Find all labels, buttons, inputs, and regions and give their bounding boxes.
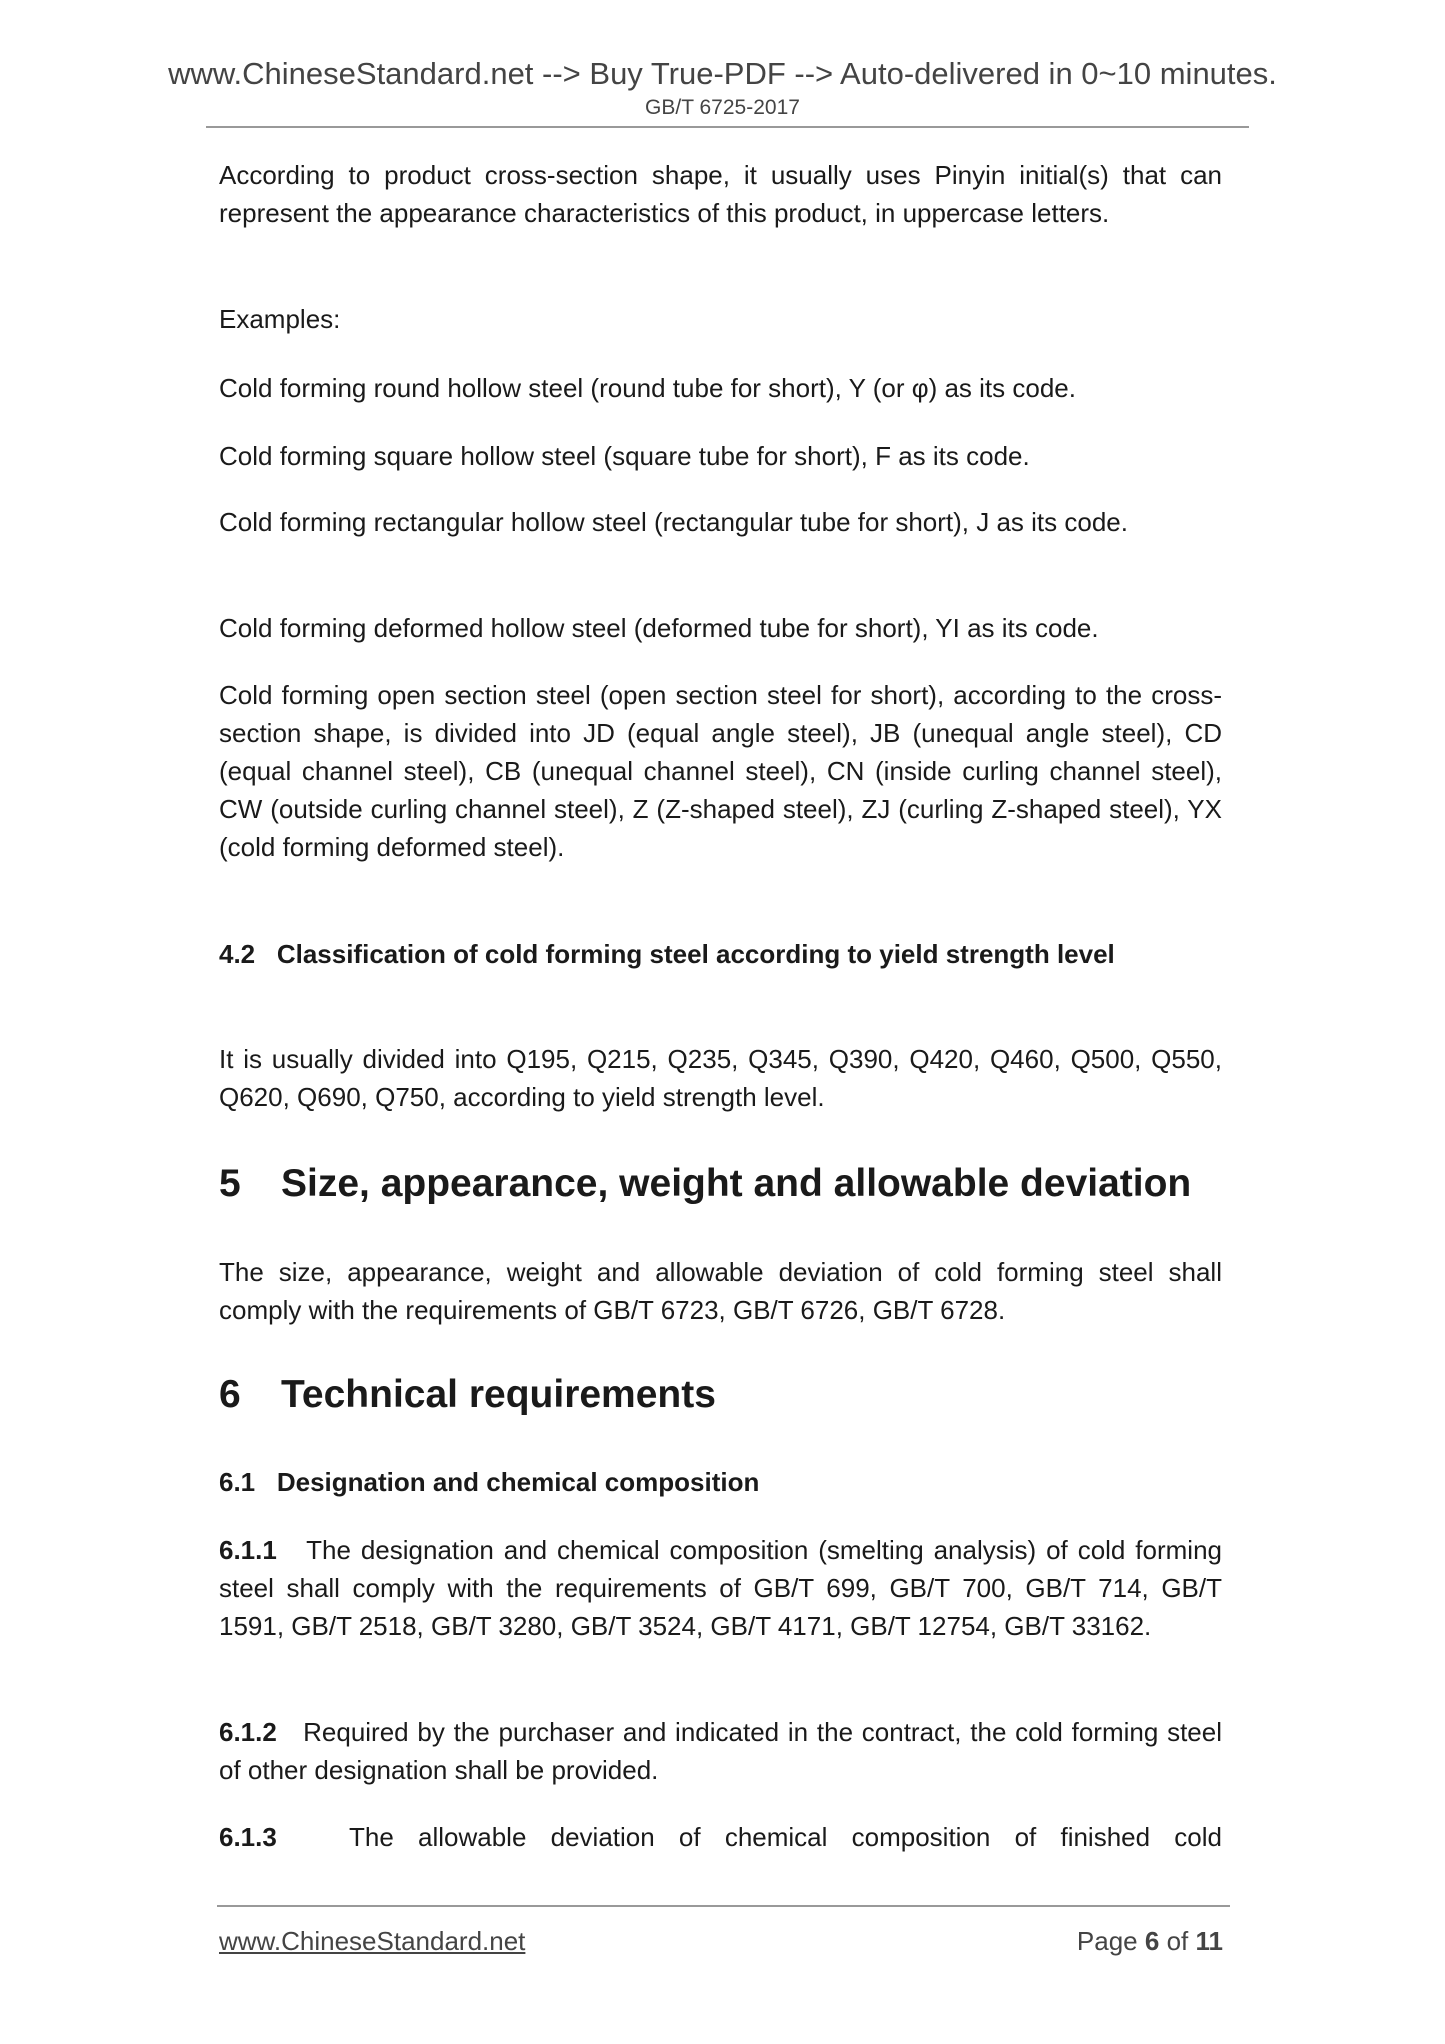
- of-label: of: [1166, 1926, 1189, 1956]
- clause-text: Required by the purchaser and indicated in the contract, the cold forming steel of other designation shall be provided.: [219, 1717, 1223, 1785]
- clause-text: The designation and chemical composition (smelting analysis) of cold forming steel shall comply with the requirements of GB/T 699, GB/T 700, GB/T 714, GB/T 1591, GB/T 2518, GB/T 3280, GB/T 3524, GB/T 4171, GB/T 12754, GB/T 33162.: [219, 1535, 1222, 1641]
- clause-number: 6.1.3: [219, 1822, 277, 1852]
- section-heading-6-1: [219, 1463, 1222, 1501]
- section-title: Size, appearance, weight and allowable deviation: [281, 1162, 1192, 1205]
- paragraph: Cold forming rectangular hollow steel (rectangular tube for short), J as its code.: [219, 507, 1128, 537]
- paragraph: Cold forming round hollow steel (round tube for short), Y (or φ) as its code.: [219, 373, 1076, 403]
- clause-6-1-1: [219, 1531, 1222, 1645]
- section-heading-6: [219, 1373, 716, 1417]
- header-divider: [206, 126, 1249, 128]
- page-label: Page: [1076, 1926, 1138, 1956]
- section-number: 6.1: [219, 1467, 256, 1497]
- section-title: Classification of cold forming steel according to yield strength level: [276, 939, 1115, 969]
- clause-number: 6.1.2: [219, 1717, 277, 1747]
- section-heading-5: [219, 1162, 1191, 1206]
- footer-divider: [217, 1905, 1230, 1907]
- paragraph: It is usually divided into Q195, Q215, Q235, Q345, Q390, Q420, Q460, Q500, Q550, Q620, Q690, Q750, according to yield strength level.: [219, 1044, 1222, 1112]
- clause-text: The allowable deviation of chemical composition of finished cold: [349, 1822, 1222, 1852]
- clause-6-1-2: [219, 1713, 1222, 1789]
- current-page: 6: [1144, 1926, 1160, 1956]
- section-heading-4-2: [219, 935, 1222, 973]
- clause-6-1-3: [219, 1818, 1222, 1856]
- doc-code: GB/T 6725-2017: [645, 96, 800, 119]
- paragraph: Cold forming deformed hollow steel (deformed tube for short), YI as its code.: [219, 613, 1099, 643]
- clause-number: 6.1.1: [219, 1535, 277, 1565]
- page-indicator: [1077, 1926, 1223, 1957]
- section-number: 4.2: [219, 939, 256, 969]
- paragraph: Examples:: [219, 304, 341, 334]
- section-title: Technical requirements: [281, 1373, 716, 1416]
- header-banner: www.ChineseStandard.net --> Buy True-PDF --> Auto-delivered in 0~10 minutes.: [168, 56, 1277, 91]
- section-title: Designation and chemical composition: [276, 1467, 760, 1497]
- footer-site-link[interactable]: www.ChineseStandard.net: [219, 1926, 526, 1956]
- paragraph: Cold forming square hollow steel (square tube for short), F as its code.: [219, 441, 1030, 471]
- paragraph: The size, appearance, weight and allowable deviation of cold forming steel shall comply with the requirements of GB/T 6723, GB/T 6726, GB/T 6728.: [219, 1257, 1222, 1325]
- paragraph: According to product cross-section shape, it usually uses Pinyin initial(s) that can represent the appearance characteristics of this product, in uppercase letters.: [219, 160, 1222, 228]
- section-number: 6: [219, 1373, 241, 1416]
- section-number: 5: [219, 1162, 241, 1205]
- paragraph: Cold forming open section steel (open section steel for short), according to the cross-section shape, is divided into JD (equal angle steel), JB (unequal angle steel), CD (equal channel steel), CB (unequal channel steel), CN (inside curling channel steel), CW (outside curling channel steel), Z (Z-shaped steel), ZJ (curling Z-shaped steel), YX (cold forming deformed steel).: [219, 680, 1222, 862]
- total-pages: 11: [1195, 1926, 1223, 1956]
